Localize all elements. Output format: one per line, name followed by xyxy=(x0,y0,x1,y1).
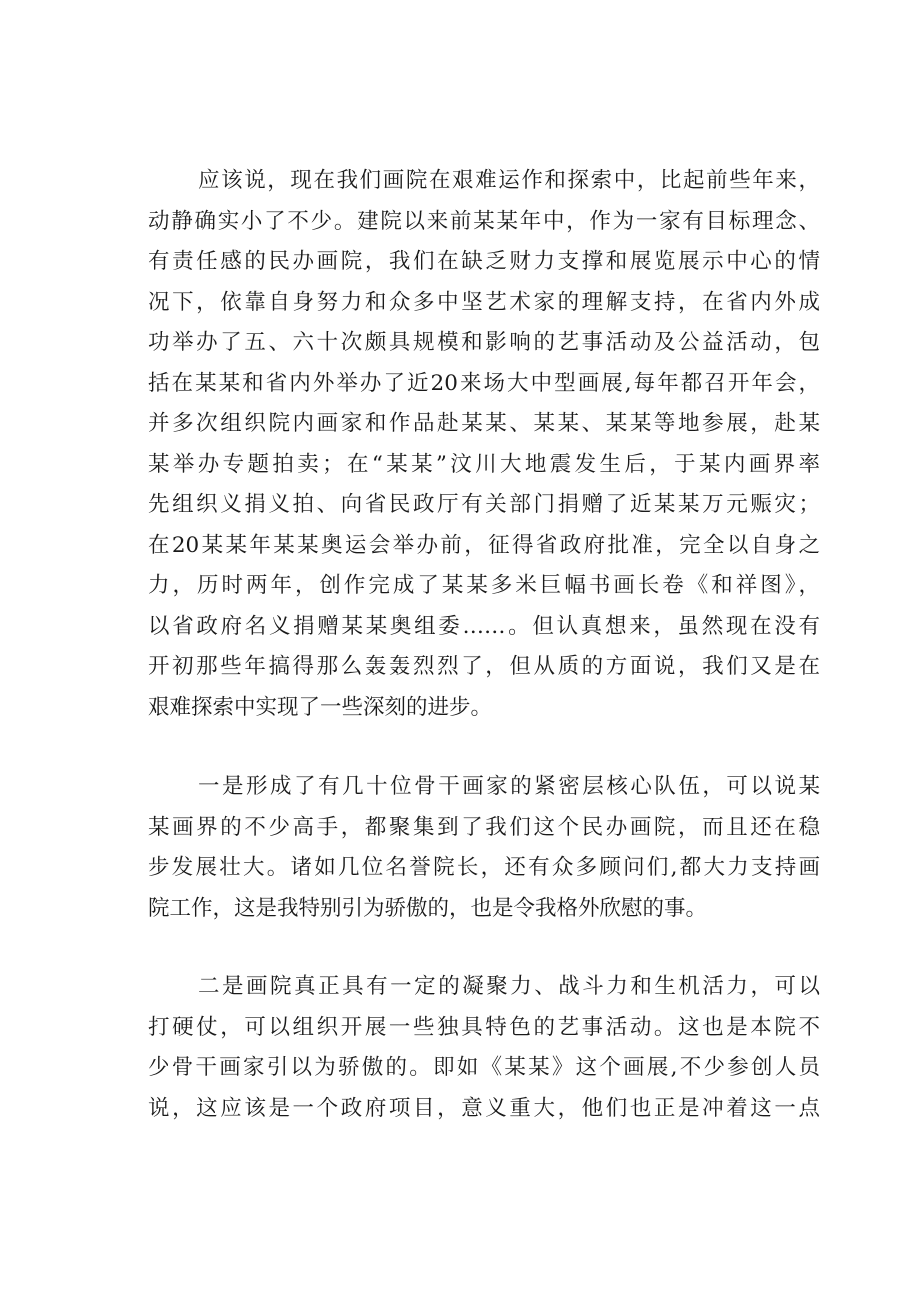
paragraph-line: 并多次组织院内画家和作品赴某某、某某、某某等地参展，赴某 xyxy=(148,411,820,436)
paragraph-line: 一是形成了有几十位骨干画家的紧密层核心队伍，可以说某 xyxy=(198,774,820,799)
paragraph-line: 在20某某年某某奥运会举办前，征得省政府批准，完全以自身之 xyxy=(148,532,820,558)
paragraph-line: 二是画院真正具有一定的凝聚力、战斗力和生机活力，可以 xyxy=(198,974,820,999)
paragraph-line: 动静确实小了不少。建院以来前某某年中，作为一家有目标理念、 xyxy=(148,208,820,234)
paragraph-line: 功举办了五、六十次颇具规模和影响的艺事活动及公益活动，包 xyxy=(148,330,820,355)
paragraph-line: 应该说，现在我们画院在艰难运作和探索中，比起前些年来， xyxy=(198,168,820,193)
paragraph-line: 艰难探索中实现了一些深刻的进步。 xyxy=(148,694,493,720)
paragraph-line: 况下，依靠自身努力和众多中坚艺术家的理解支持，在省内外成 xyxy=(148,289,820,315)
paragraph-line: 步发展壮大。诸如几位名誉院长，还有众多顾问们,都大力支持画 xyxy=(148,855,820,880)
paragraph-line: 力，历时两年，创作完成了某某多米巨幅书画长卷《和祥图》， xyxy=(148,573,820,598)
paragraph-line: 院工作，这是我特别引为骄傲的，也是令我格外欣慰的事。 xyxy=(148,895,708,921)
paragraph-2 xyxy=(148,767,820,929)
paragraph-line: 某画界的不少高手，都聚集到了我们这个民办画院，而且还在稳 xyxy=(148,814,820,840)
paragraph-line: 先组织义捐义拍、向省民政厅有关部门捐赠了近某某万元赈灾； xyxy=(148,492,820,517)
paragraph-line: 有责任感的民办画院，我们在缺乏财力支撑和展览展示中心的情 xyxy=(148,249,820,274)
paragraph-line: 括在某某和省内外举办了近20来场大中型画展,每年都召开年会， xyxy=(148,370,820,396)
paragraph-3 xyxy=(148,967,820,1129)
paragraph-line: 打硬仗，可以组织开展一些独具特色的艺事活动。这也是本院不 xyxy=(148,1014,820,1040)
paragraph-line: 少骨干画家引以为骄傲的。即如《某某》这个画展,不少参创人员 xyxy=(148,1055,820,1080)
paragraph-1 xyxy=(148,161,820,728)
paragraph-line: 说，这应该是一个政府项目，意义重大，他们也正是冲着这一点 xyxy=(148,1095,820,1121)
paragraph-line: 以省政府名义捐赠某某奥组委……。但认真想来，虽然现在没有 xyxy=(148,613,820,639)
paragraph-line: 某举办专题拍卖；在“某某”汶川大地震发生后，于某内画界率 xyxy=(148,451,820,477)
paragraph-line: 开初那些年搞得那么轰轰烈烈了，但从质的方面说，我们又是在 xyxy=(148,654,820,679)
